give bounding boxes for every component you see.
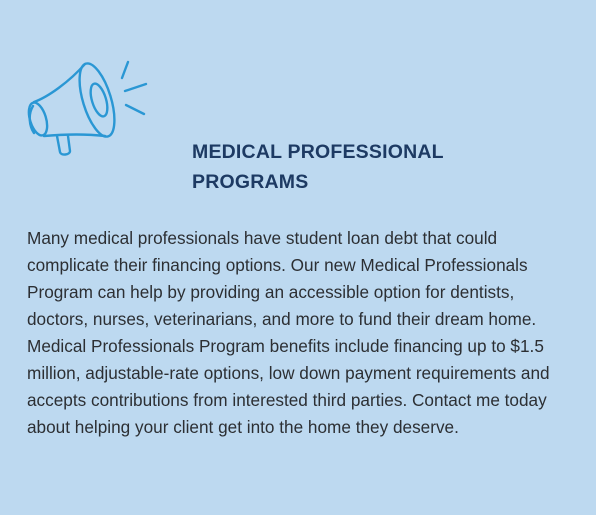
description-text: Many medical professionals have student loan debt that could complicate their financing options. Our new Medical Professionals Program can help by providing an accessible option for dentists, doctors, nurses, veterinarians, and more to fund their dream home. Medical Professionals Program benefits include financing up to $1.5 million, adjustable-rate options, low down payment requirements and accepts contributions from interested third parties. Contact me today about helping your client get into the home they deserve. [27,228,550,437]
title-line-2: PROGRAMS [192,171,309,193]
title-line-1: MEDICAL PROFESSIONAL [192,141,444,163]
megaphone-icon [24,56,152,160]
page-title [192,137,512,197]
